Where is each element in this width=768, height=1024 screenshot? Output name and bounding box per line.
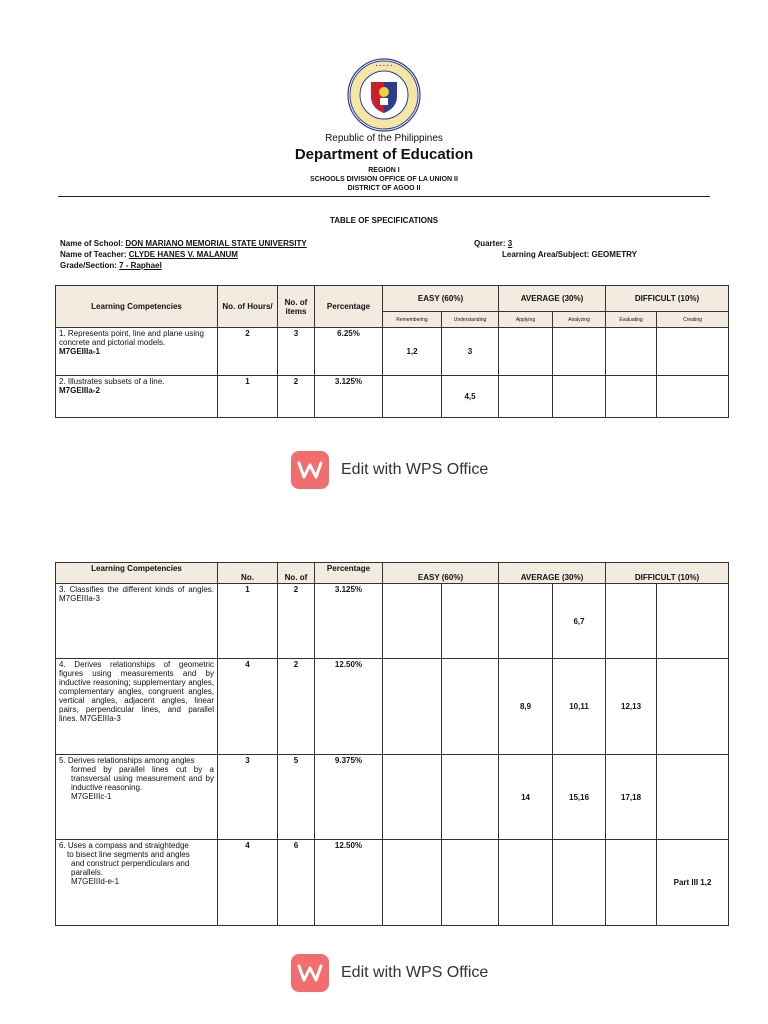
percentage-cell: 12.50% xyxy=(315,840,383,926)
specifications-table-2 xyxy=(55,562,729,926)
table-row xyxy=(56,328,729,376)
document-title: TABLE OF SPECIFICATIONS xyxy=(329,216,439,225)
competency-cell xyxy=(56,755,218,840)
header-remembering: Remembering xyxy=(383,312,442,328)
teacher-info: Name of Teacher: CLYDE HANES V. MALANUM xyxy=(60,250,238,259)
items-cell: 2 xyxy=(278,584,315,659)
creating-cell xyxy=(657,755,729,840)
school-info: Name of School: DON MARIANO MEMORIAL STATE UNIVERSITY xyxy=(60,239,307,248)
applying-cell: 14 xyxy=(499,755,553,840)
wps-logo-icon xyxy=(291,451,329,489)
wps-watermark xyxy=(291,450,531,490)
creating-cell xyxy=(657,584,729,659)
wps-watermark xyxy=(291,953,531,993)
remembering-cell xyxy=(383,376,442,418)
creating-cell xyxy=(657,328,729,376)
competency-text: 5. Derives relationships among angles xyxy=(59,756,195,765)
understanding-cell xyxy=(442,659,499,755)
hours-cell: 2 xyxy=(218,328,278,376)
competency-text: to bisect line segments and angles xyxy=(67,850,190,859)
creating-cell: Part III 1,2 xyxy=(657,840,729,926)
percentage-cell: 6.25% xyxy=(315,328,383,376)
competency-code: M7GEIIIc-1 xyxy=(71,792,112,801)
competency-cell: 3. Classifies the different kinds of angles. M7GEIIIa-3 xyxy=(56,584,218,659)
header-percentage: Percentage xyxy=(315,563,383,584)
remembering-cell xyxy=(383,755,442,840)
header-difficult: DIFFICULT (10%) xyxy=(606,563,729,584)
competency-code: M7GEIIId-e-1 xyxy=(71,877,120,886)
department-title: Department of Education xyxy=(294,146,474,163)
header-divider xyxy=(58,196,710,197)
school-name: DON MARIANO MEMORIAL STATE UNIVERSITY xyxy=(125,239,307,248)
header-competencies: Learning Competencies xyxy=(56,563,218,584)
competency-text: 6. Uses a compass and straightedge xyxy=(59,841,189,850)
competency-text: and construct perpendiculars and parallels. xyxy=(71,859,190,877)
header-competencies: Learning Competencies xyxy=(56,286,218,328)
competency-cell: 4. Derives relationships of geometric figures using measurements and by inductive reasoning; supplementary angles, complementary angles, congruent angles, vertical angles, adjacent angles, linear pairs, perpendicular lines, and parallel lines. M7GEIIIa-3 xyxy=(56,659,218,755)
percentage-cell: 3.125% xyxy=(315,584,383,659)
header-applying: Applying xyxy=(499,312,553,328)
analyzing-cell xyxy=(553,328,606,376)
header-understanding: Understanding xyxy=(442,312,499,328)
no-cell: 4 xyxy=(218,840,278,926)
applying-cell xyxy=(499,376,553,418)
header-difficult: DIFFICULT (10%) xyxy=(606,286,729,312)
analyzing-cell xyxy=(553,376,606,418)
header-easy: EASY (60%) xyxy=(383,286,499,312)
header-no: No. xyxy=(218,563,278,584)
items-cell: 3 xyxy=(278,328,315,376)
no-cell: 1 xyxy=(218,584,278,659)
items-cell: 2 xyxy=(278,659,315,755)
header-evaluating: Evaluating xyxy=(606,312,657,328)
understanding-cell xyxy=(442,584,499,659)
remembering-cell xyxy=(383,840,442,926)
competency-text: formed by parallel lines cut by a transversal using measurement and by inductive reasoning. xyxy=(71,765,214,792)
competency-text: 2. Illustrates subsets of a line. xyxy=(59,377,165,386)
understanding-cell xyxy=(442,840,499,926)
district-label: DISTRICT OF AGOO II xyxy=(347,185,421,192)
specifications-table-1 xyxy=(55,285,729,418)
understanding-cell: 4,5 xyxy=(442,376,499,418)
header-average: AVERAGE (30%) xyxy=(499,563,606,584)
analyzing-cell: 10,11 xyxy=(553,659,606,755)
analyzing-cell xyxy=(553,840,606,926)
evaluating-cell: 12,13 xyxy=(606,659,657,755)
header-no-of: No. of xyxy=(278,563,315,584)
grade-section: 7 - Raphael xyxy=(119,261,162,270)
competency-cell xyxy=(56,376,218,418)
analyzing-cell: 15,16 xyxy=(553,755,606,840)
creating-cell xyxy=(657,376,729,418)
subject-info: Learning Area/Subject: GEOMETRY xyxy=(502,250,637,259)
header-creating: Creating xyxy=(657,312,729,328)
applying-cell xyxy=(499,840,553,926)
competency-code: M7GEIIIa-1 xyxy=(59,347,100,356)
header-easy: EASY (60%) xyxy=(383,563,499,584)
wps-label: Edit with WPS Office xyxy=(341,461,489,478)
understanding-cell: 3 xyxy=(442,328,499,376)
items-cell: 5 xyxy=(278,755,315,840)
analyzing-cell: 6,7 xyxy=(553,584,606,659)
header-analyzing: Analyzing xyxy=(553,312,606,328)
evaluating-cell: 17,18 xyxy=(606,755,657,840)
items-cell: 6 xyxy=(278,840,315,926)
evaluating-cell xyxy=(606,328,657,376)
percentage-cell: 12.50% xyxy=(315,659,383,755)
competency-cell xyxy=(56,328,218,376)
region-label: REGION I xyxy=(368,167,400,174)
republic-label: Republic of the Philippines xyxy=(325,133,443,144)
remembering-cell xyxy=(383,659,442,755)
header-items: No. of items xyxy=(278,286,315,328)
creating-cell xyxy=(657,659,729,755)
applying-cell xyxy=(499,328,553,376)
table-row xyxy=(56,376,729,418)
header-hours: No. of Hours/ xyxy=(218,286,278,328)
header-average: AVERAGE (30%) xyxy=(499,286,606,312)
deped-seal-icon xyxy=(347,58,421,132)
division-label: SCHOOLS DIVISION OFFICE OF LA UNION II xyxy=(310,176,458,183)
subject-value: GEOMETRY xyxy=(591,250,637,259)
hours-cell: 1 xyxy=(218,376,278,418)
percentage-cell: 3.125% xyxy=(315,376,383,418)
understanding-cell xyxy=(442,755,499,840)
no-cell: 4 xyxy=(218,659,278,755)
evaluating-cell xyxy=(606,376,657,418)
header-percentage: Percentage xyxy=(315,286,383,328)
items-cell: 2 xyxy=(278,376,315,418)
teacher-name: CLYDE HANES V. MALANUM xyxy=(128,250,238,259)
wps-label: Edit with WPS Office xyxy=(341,964,489,981)
svg-text:• • • • •: • • • • • xyxy=(375,63,393,68)
remembering-cell xyxy=(383,584,442,659)
percentage-cell: 9.375% xyxy=(315,755,383,840)
remembering-cell: 1,2 xyxy=(383,328,442,376)
table-row xyxy=(56,840,729,926)
quarter-info: Quarter: 3 xyxy=(474,239,513,248)
wps-logo-icon xyxy=(291,954,329,992)
table-row xyxy=(56,659,729,755)
competency-text: 1. Represents point, line and plane using concrete and pictorial models. xyxy=(59,329,204,347)
table-row xyxy=(56,755,729,840)
no-cell: 3 xyxy=(218,755,278,840)
evaluating-cell xyxy=(606,840,657,926)
applying-cell: 8,9 xyxy=(499,659,553,755)
grade-info: Grade/Section: 7 - Raphael xyxy=(60,261,162,270)
competency-cell xyxy=(56,840,218,926)
table-row xyxy=(56,584,729,659)
quarter-value: 3 xyxy=(507,239,513,248)
applying-cell xyxy=(499,584,553,659)
competency-code: M7GEIIIa-2 xyxy=(59,386,100,395)
evaluating-cell xyxy=(606,584,657,659)
